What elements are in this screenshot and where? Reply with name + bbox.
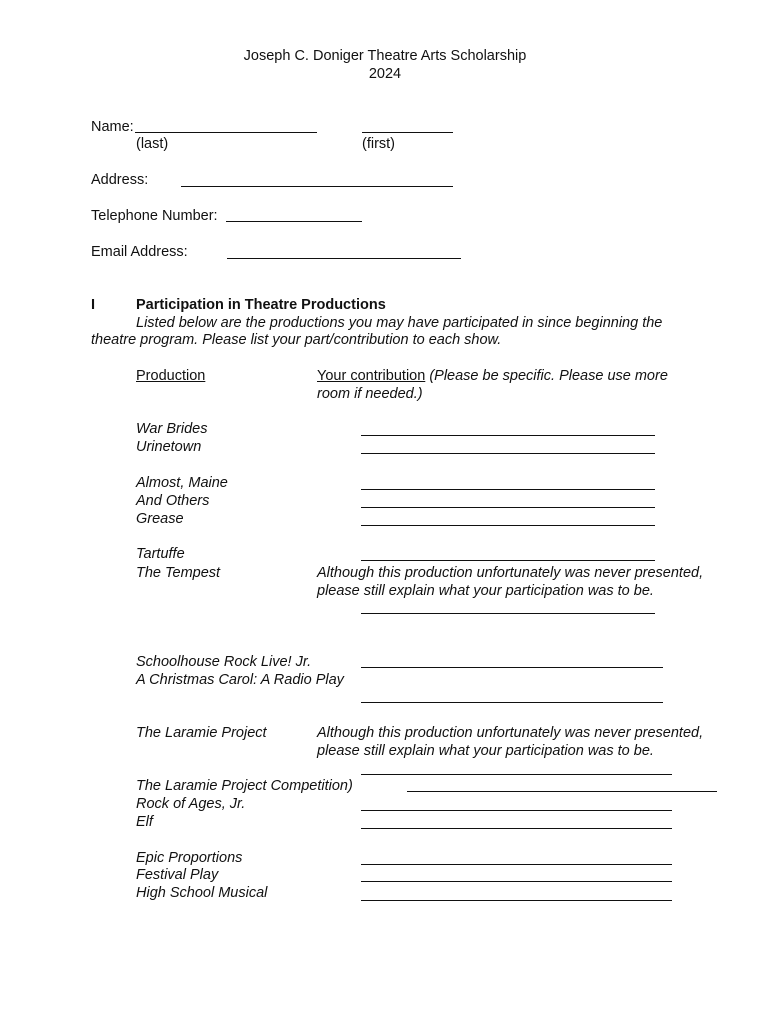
contribution-field-schoolhouse-rock[interactable] (361, 667, 663, 668)
contribution-field-christmas-carol[interactable] (361, 702, 663, 703)
last-hint: (last) (136, 136, 169, 152)
contribution-field-elf[interactable] (361, 828, 672, 829)
never-presented-note-tempest-2: please still explain what your participation was to be. (317, 583, 654, 599)
contribution-note: (Please be specific. Please use more (429, 368, 668, 384)
address-label: Address: (91, 172, 149, 188)
production-almost-maine: Almost, Maine (136, 475, 228, 491)
never-presented-note-laramie-2: please still explain what your participation was to be. (317, 743, 654, 759)
production-tartuffe: Tartuffe (136, 546, 185, 562)
email-label: Email Address: (91, 244, 188, 260)
contribution-field-laramie-competition[interactable] (407, 791, 717, 792)
production-urinetown: Urinetown (136, 439, 202, 455)
contribution-field-grease[interactable] (361, 525, 655, 526)
section-number: I (91, 297, 96, 313)
section-title: Participation in Theatre Productions (136, 297, 386, 313)
contribution-field-the-tempest[interactable] (361, 613, 655, 614)
document-title: Joseph C. Doniger Theatre Arts Scholarship (243, 48, 527, 64)
document-year: 2024 (368, 66, 402, 82)
contribution-field-war-brides[interactable] (361, 435, 655, 436)
contribution-field-and-others[interactable] (361, 507, 655, 508)
contribution-field-rock-of-ages[interactable] (361, 810, 672, 811)
production-schoolhouse-rock: Schoolhouse Rock Live! Jr. (136, 654, 312, 670)
production-christmas-carol: A Christmas Carol: A Radio Play (136, 672, 344, 688)
column-header-contribution (317, 367, 668, 385)
contribution-field-tartuffe[interactable] (361, 560, 655, 561)
contribution-field-laramie-project[interactable] (361, 774, 672, 775)
contribution-field-epic-proportions[interactable] (361, 864, 672, 865)
never-presented-note-tempest-1: Although this production unfortunately was never presented, (317, 565, 704, 581)
contribution-field-urinetown[interactable] (361, 453, 655, 454)
production-grease: Grease (136, 511, 184, 527)
last-name-field[interactable] (135, 132, 317, 133)
email-field[interactable] (227, 258, 461, 259)
production-laramie-project: The Laramie Project (136, 725, 267, 741)
contribution-label: Your contribution (317, 368, 426, 384)
contribution-field-festival-play[interactable] (361, 881, 672, 882)
phone-label: Telephone Number: (91, 208, 218, 224)
production-festival-play: Festival Play (136, 867, 219, 883)
address-field[interactable] (181, 186, 453, 187)
production-epic-proportions: Epic Proportions (136, 850, 243, 866)
production-the-tempest: The Tempest (136, 565, 221, 581)
first-hint: (first) (362, 136, 396, 152)
contribution-note-line2: room if needed.) (317, 386, 423, 402)
name-label: Name: (91, 119, 134, 135)
production-and-others: And Others (136, 493, 210, 509)
production-high-school-musical: High School Musical (136, 885, 268, 901)
production-laramie-competition: The Laramie Project Competition) (136, 778, 353, 794)
production-war-brides: War Brides (136, 421, 208, 437)
first-name-field[interactable] (362, 132, 453, 133)
phone-field[interactable] (226, 221, 362, 222)
production-elf: Elf (136, 814, 153, 830)
section-intro-line2: theatre program. Please list your part/contribution to each show. (91, 332, 502, 348)
contribution-field-high-school-musical[interactable] (361, 900, 672, 901)
production-rock-of-ages: Rock of Ages, Jr. (136, 796, 246, 812)
column-header-production: Production (136, 368, 206, 384)
never-presented-note-laramie-1: Although this production unfortunately was never presented, (317, 725, 704, 741)
section-intro-line1: Listed below are the productions you may have participated in since beginning the (136, 315, 663, 331)
contribution-field-almost-maine[interactable] (361, 489, 655, 490)
